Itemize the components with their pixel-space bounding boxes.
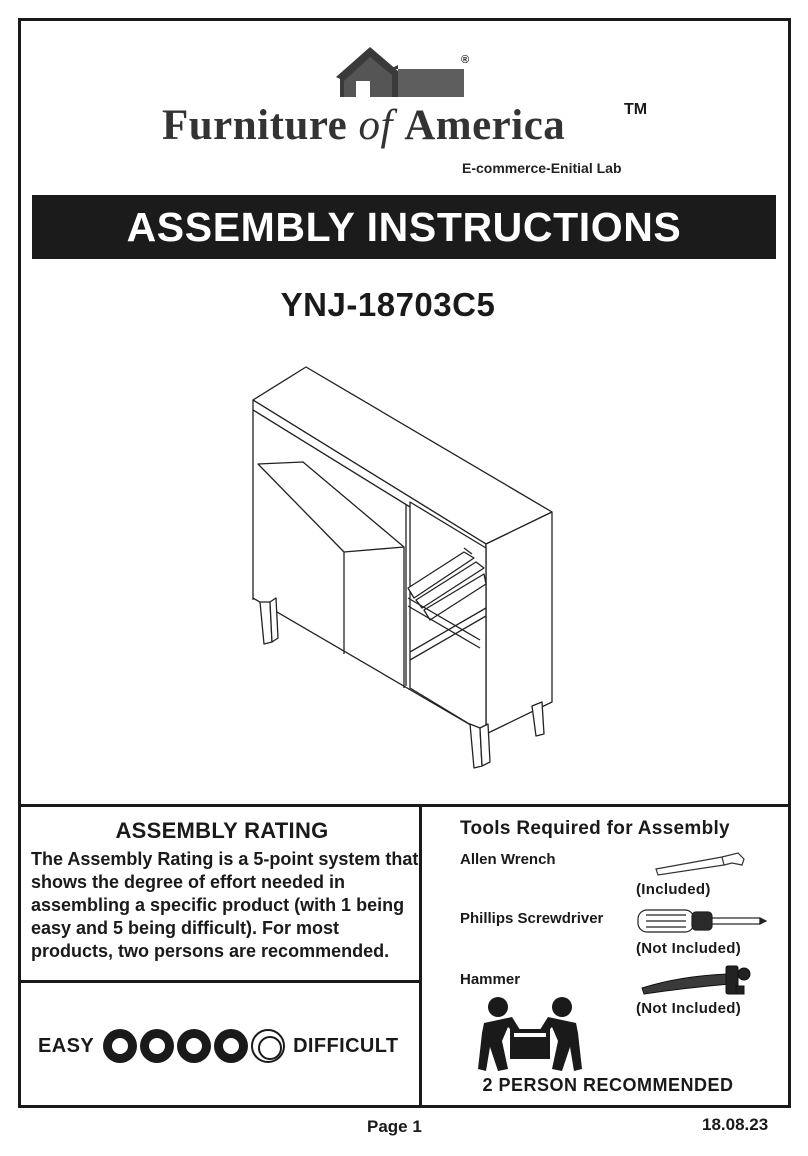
two-person-icon: [478, 993, 582, 1073]
rating-dots: [100, 1029, 285, 1063]
easy-label: EASY: [38, 1034, 95, 1057]
tool-status-screwdriver: (Not Included): [636, 940, 742, 957]
rating-dot-filled: [214, 1029, 248, 1063]
rating-divider: [18, 980, 422, 983]
tool-name-hammer: Hammer: [460, 971, 521, 988]
tool-name-allen-wrench: Allen Wrench: [460, 851, 556, 868]
brand-lab: E-commerce-Enitial Lab: [462, 160, 622, 176]
tool-status-allen-wrench: (Included): [636, 881, 711, 898]
model-number: YNJ-18703C5: [280, 286, 496, 323]
tools-title: Tools Required for Assembly: [460, 818, 730, 839]
page-number: Page 1: [367, 1117, 422, 1136]
rating-scale: [38, 1024, 418, 1068]
difficult-label: DIFFICULT: [293, 1034, 399, 1057]
rating-dot-filled: [103, 1029, 137, 1063]
brand-name: Furniture of America: [162, 102, 566, 149]
rating-dot-filled: [177, 1029, 211, 1063]
rating-description: The Assembly Rating is a 5-point system that shows the degree of effort needed in assembling a specific product (with 1 being easy and 5 being difficult). For most products, two persons are recommended.: [31, 849, 419, 961]
rating-title: ASSEMBLY RATING: [115, 818, 329, 843]
allen-wrench-icon: [654, 849, 746, 877]
hammer-icon: [640, 962, 752, 996]
two-person-label: 2 PERSON RECOMMENDED: [482, 1075, 734, 1095]
section-divider: [18, 804, 791, 807]
document-date: 18.08.23: [702, 1115, 769, 1134]
rating-dot-empty: [251, 1029, 285, 1063]
trademark-mark: TM: [624, 101, 648, 118]
screwdriver-icon: [636, 906, 768, 936]
cabinet-line-drawing: [248, 362, 556, 770]
registered-mark: ®: [461, 54, 470, 66]
tool-name-screwdriver: Phillips Screwdriver: [460, 910, 604, 927]
rating-dot-filled: [140, 1029, 174, 1063]
header-title: ASSEMBLY INSTRUCTIONS: [32, 195, 776, 259]
tool-status-hammer: (Not Included): [636, 1000, 742, 1017]
house-logo-icon: [336, 45, 466, 97]
brand-logo: [0, 40, 808, 180]
